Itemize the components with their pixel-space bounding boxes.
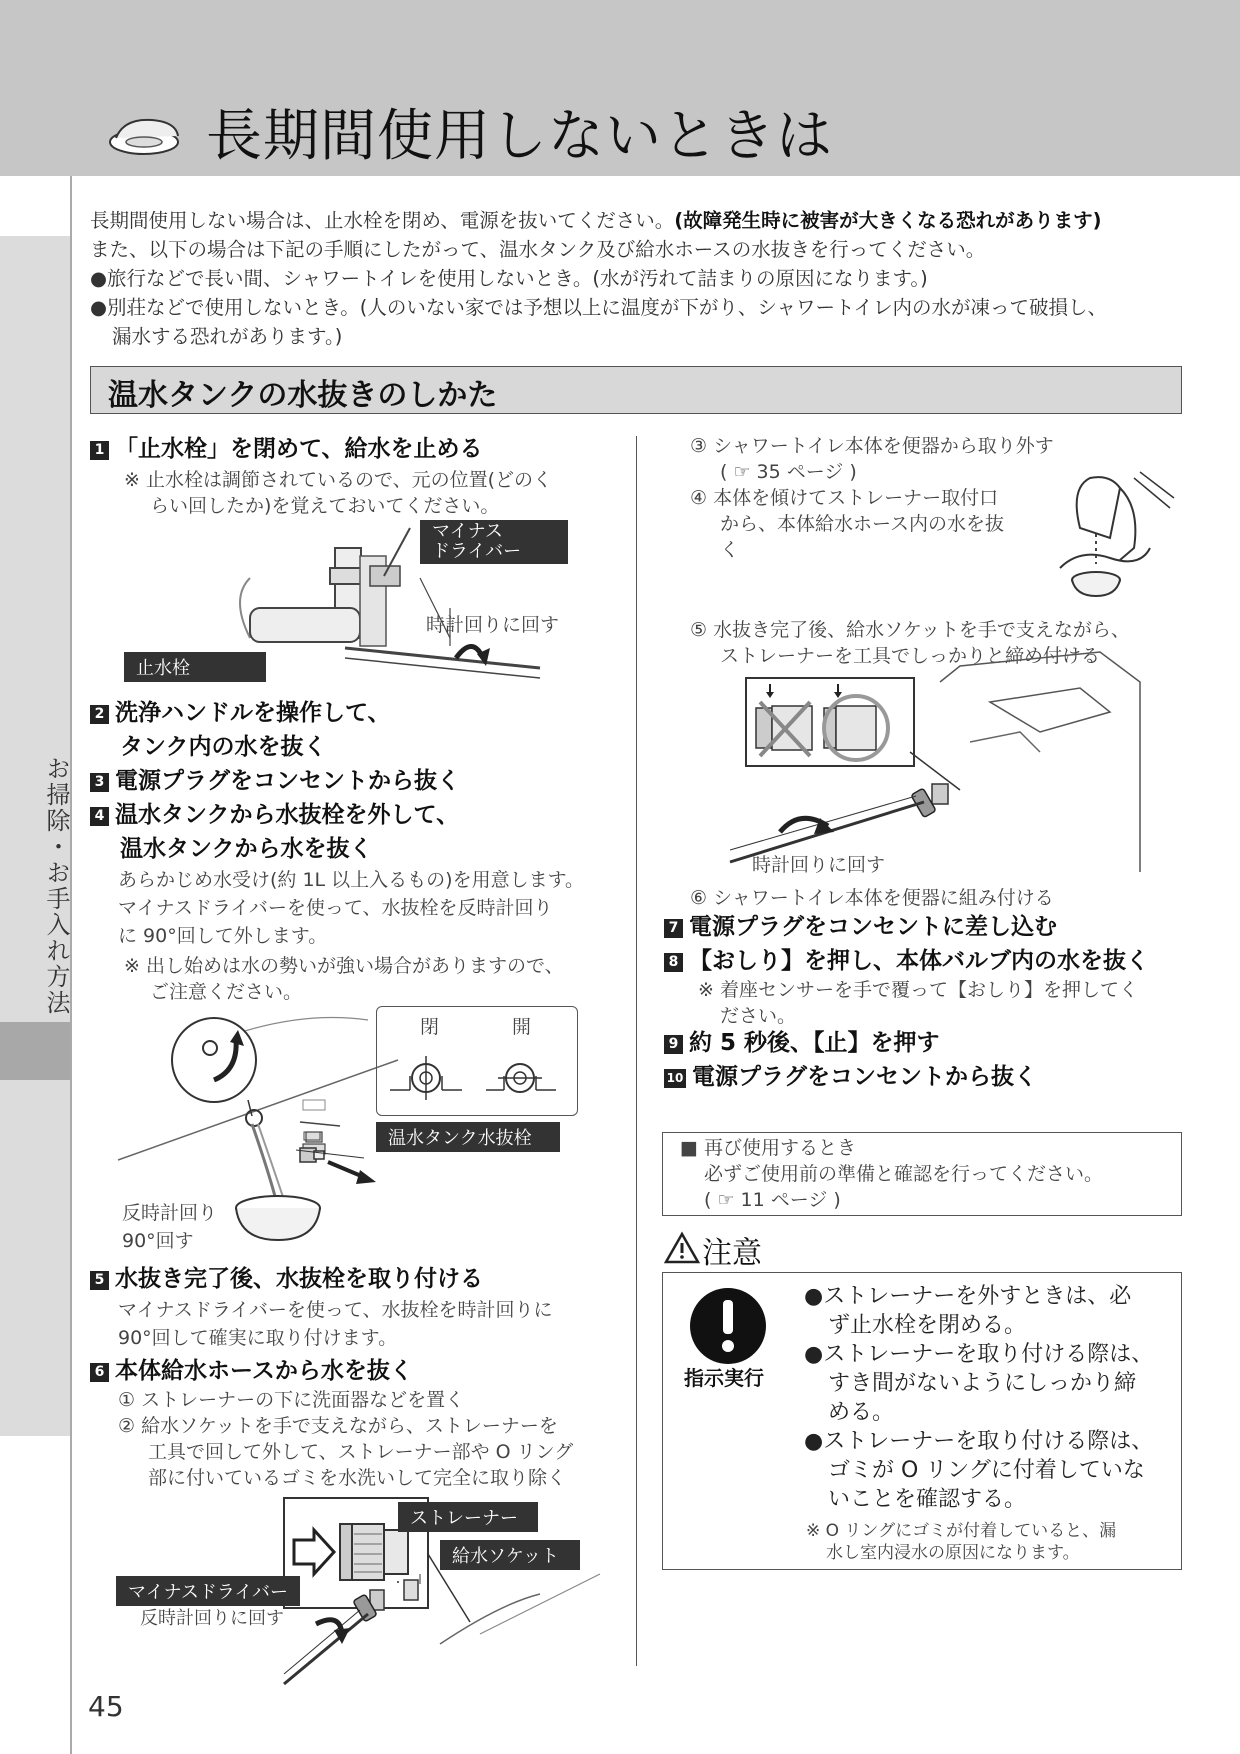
step-7 xyxy=(664,910,1057,944)
column-divider xyxy=(636,436,637,1666)
step-body: マイナスドライバーを使って、水抜栓を時計回りに xyxy=(118,1299,553,1321)
step-number: 3 xyxy=(90,773,109,792)
label-driver: マイナスドライバー xyxy=(116,1576,300,1606)
step-2 xyxy=(90,696,391,730)
caution-note-line: ※ O リングにゴミが付着していると、漏 xyxy=(806,1521,1117,1541)
caution-item-cont: ゴミが O リングに付着していな xyxy=(828,1458,1145,1483)
caution-note xyxy=(806,1520,1116,1564)
step-title: 電源プラグをコンセントから抜く xyxy=(692,1064,1037,1090)
step-title-cont: 温水タンクから水を抜く xyxy=(120,836,373,862)
warning-triangle-icon xyxy=(664,1232,700,1264)
sidebar-label: お掃除・お手入れ方法 xyxy=(42,756,70,1016)
caution-item-cont: いことを確認する。 xyxy=(828,1487,1027,1512)
intro-text xyxy=(90,206,1200,351)
substep: ① ストレーナーの下に洗面器などを置く xyxy=(118,1389,465,1411)
substep: ④ 本体を傾けてストレーナー取付口 xyxy=(690,487,999,509)
substep-cont: く xyxy=(720,539,740,561)
intro-line: また、以下の場合は下記の手順にしたがって、温水タンク及び給水ホースの水抜きを行ってください。 xyxy=(90,238,986,261)
step-note: ださい。 xyxy=(720,1005,797,1027)
caution-item-cont: すき間がないようにしっかり締 xyxy=(828,1371,1137,1396)
reuse-text: 必ずご使用前の準備と確認を行ってください。 xyxy=(704,1163,1104,1185)
strainer-tighten-illustration xyxy=(740,672,1160,872)
label-clockwise: 時計回りに回す xyxy=(752,854,886,876)
substep-cont: 部に付いているゴミを水洗いして完全に取り除く xyxy=(148,1467,567,1489)
label-counterclockwise: 反時計回りに回す xyxy=(140,1608,284,1629)
step-body: あらかじめ水受け(約 1L 以上入るもの)を用意します。 xyxy=(118,869,585,891)
label-driver-line: ドライバー xyxy=(432,541,522,562)
caution-item: ●ストレーナーを取り付ける際は、 xyxy=(804,1429,1154,1454)
caution-item: ●ストレーナーを外すときは、必 xyxy=(804,1284,1132,1309)
step-8 xyxy=(664,944,1149,978)
label-counterclockwise: 反時計回り xyxy=(122,1202,218,1224)
step-6 xyxy=(90,1354,413,1388)
step-note: ※ 止水栓は調節されているので、元の位置(どのく xyxy=(124,469,552,491)
substep-cont: ストレーナーを工具でしっかりと締め付ける xyxy=(720,645,1101,667)
label-water-socket: 給水ソケット xyxy=(440,1540,580,1570)
reuse-text: ( ☞ 11 ページ ) xyxy=(704,1189,841,1211)
mandatory-label: 指示実行 xyxy=(684,1366,764,1390)
step-number: 5 xyxy=(90,1271,109,1290)
step-10 xyxy=(664,1060,1037,1094)
step-note: ※ 着座センサーを手で覆って【おしり】を押してく xyxy=(698,979,1138,1001)
step-note: ご注意ください。 xyxy=(150,981,303,1003)
intro-bullet: ●旅行などで長い間、シャワートイレを使用しないとき。(水が汚れて詰まりの原因になります。) xyxy=(90,267,928,290)
substep-cont: から、本体給水ホース内の水を抜 xyxy=(720,513,1005,535)
reuse-title: ■ 再び使用するとき xyxy=(680,1137,856,1159)
substep: ② 給水ソケットを手で支えながら、ストレーナーを xyxy=(118,1415,558,1437)
step-number: 1 xyxy=(90,441,109,460)
step-title: 「止水栓」を閉めて、給水を止める xyxy=(115,436,483,462)
step-title: 電源プラグをコンセントに差し込む xyxy=(689,914,1057,940)
intro-warning: (故障発生時に被害が大きくなる恐れがあります) xyxy=(674,209,1102,232)
step-number: 4 xyxy=(90,807,109,826)
step-number: 6 xyxy=(90,1363,109,1382)
label-stop-valve: 止水栓 xyxy=(124,652,266,682)
caution-item: ●ストレーナーを取り付ける際は、 xyxy=(804,1342,1154,1367)
tilt-unit-illustration xyxy=(1050,468,1180,608)
caution-item-cont: める。 xyxy=(828,1400,895,1425)
step-1 xyxy=(90,432,483,466)
step-body: 90°回して確実に取り付けます。 xyxy=(118,1327,398,1349)
label-strainer: ストレーナー xyxy=(398,1502,538,1532)
step-3 xyxy=(90,764,460,798)
step-body: マイナスドライバーを使って、水抜栓を反時計回り xyxy=(118,897,553,919)
step-9 xyxy=(664,1026,940,1060)
step-number: 7 xyxy=(664,919,683,938)
label-drain-plug: 温水タンク水抜栓 xyxy=(376,1122,560,1152)
intro-line: 長期間使用しない場合は、止水栓を閉め、電源を抜いてください。 xyxy=(90,209,675,232)
step-title: 約 5 秒後、【止】を押す xyxy=(689,1030,940,1056)
step-5 xyxy=(90,1262,483,1296)
section-title: 温水タンクの水抜きのしかた xyxy=(108,378,498,413)
substep-cont: 工具で回して外して、ストレーナー部や O リング xyxy=(148,1441,574,1463)
valve-state-diagram xyxy=(386,1046,570,1106)
caution-item-cont: ず止水栓を閉める。 xyxy=(828,1313,1027,1338)
intro-bullet: ●別荘などで使用しないとき。(人のいない家では予想以上に温度が下がり、シャワートイレ内の水が凍って破損し、 xyxy=(90,296,1107,319)
page-title: 長期間使用しないときは xyxy=(206,104,833,169)
step-title: 温水タンクから水抜栓を外して、 xyxy=(115,802,460,828)
label-driver xyxy=(420,520,568,564)
step-title: 洗浄ハンドルを操作して、 xyxy=(115,700,391,726)
page-number: 45 xyxy=(88,1690,124,1723)
toilet-seat-icon xyxy=(104,112,188,158)
step-4 xyxy=(90,798,459,832)
step-title: 本体給水ホースから水を抜く xyxy=(115,1358,413,1384)
step-body: に 90°回して外します。 xyxy=(118,925,328,947)
caution-note-line: 水し室内浸水の原因になります。 xyxy=(826,1543,1080,1563)
step-number: 9 xyxy=(664,1035,683,1054)
label-clockwise: 時計回りに回す xyxy=(426,614,560,636)
step-title: 電源プラグをコンセントから抜く xyxy=(115,768,460,794)
substep: ⑤ 水抜き完了後、給水ソケットを手で支えながら、 xyxy=(690,619,1130,641)
substep-cont: ( ☞ 35 ページ ) xyxy=(720,461,857,483)
step-title: 【おしり】を押し、本体バルブ内の水を抜く xyxy=(689,948,1149,974)
label-closed: 閉 xyxy=(420,1016,440,1038)
sidebar-marker xyxy=(0,1022,70,1080)
substep: ③ シャワートイレ本体を便器から取り外す xyxy=(690,435,1054,457)
step-number: 2 xyxy=(90,705,109,724)
step-number: 8 xyxy=(664,953,683,972)
substep: ⑥ シャワートイレ本体を便器に組み付ける xyxy=(690,887,1054,909)
step-note: らい回したか)を覚えておいてください。 xyxy=(150,495,500,517)
step-title-cont: タンク内の水を抜く xyxy=(120,734,327,760)
step-note: ※ 出し始めは水の勢いが強い場合がありますので、 xyxy=(124,955,564,977)
step-number: 10 xyxy=(664,1069,686,1088)
intro-bullet-cont: 漏水する恐れがあります。) xyxy=(112,325,343,348)
caution-title: 注意 xyxy=(702,1236,762,1271)
label-driver-line: マイナス xyxy=(432,521,503,542)
mandatory-action-icon xyxy=(688,1286,768,1366)
step-title: 水抜き完了後、水抜栓を取り付ける xyxy=(115,1266,483,1292)
caution-list xyxy=(804,1282,1153,1514)
label-open: 開 xyxy=(512,1016,532,1038)
label-90deg: 90°回す xyxy=(122,1230,194,1252)
